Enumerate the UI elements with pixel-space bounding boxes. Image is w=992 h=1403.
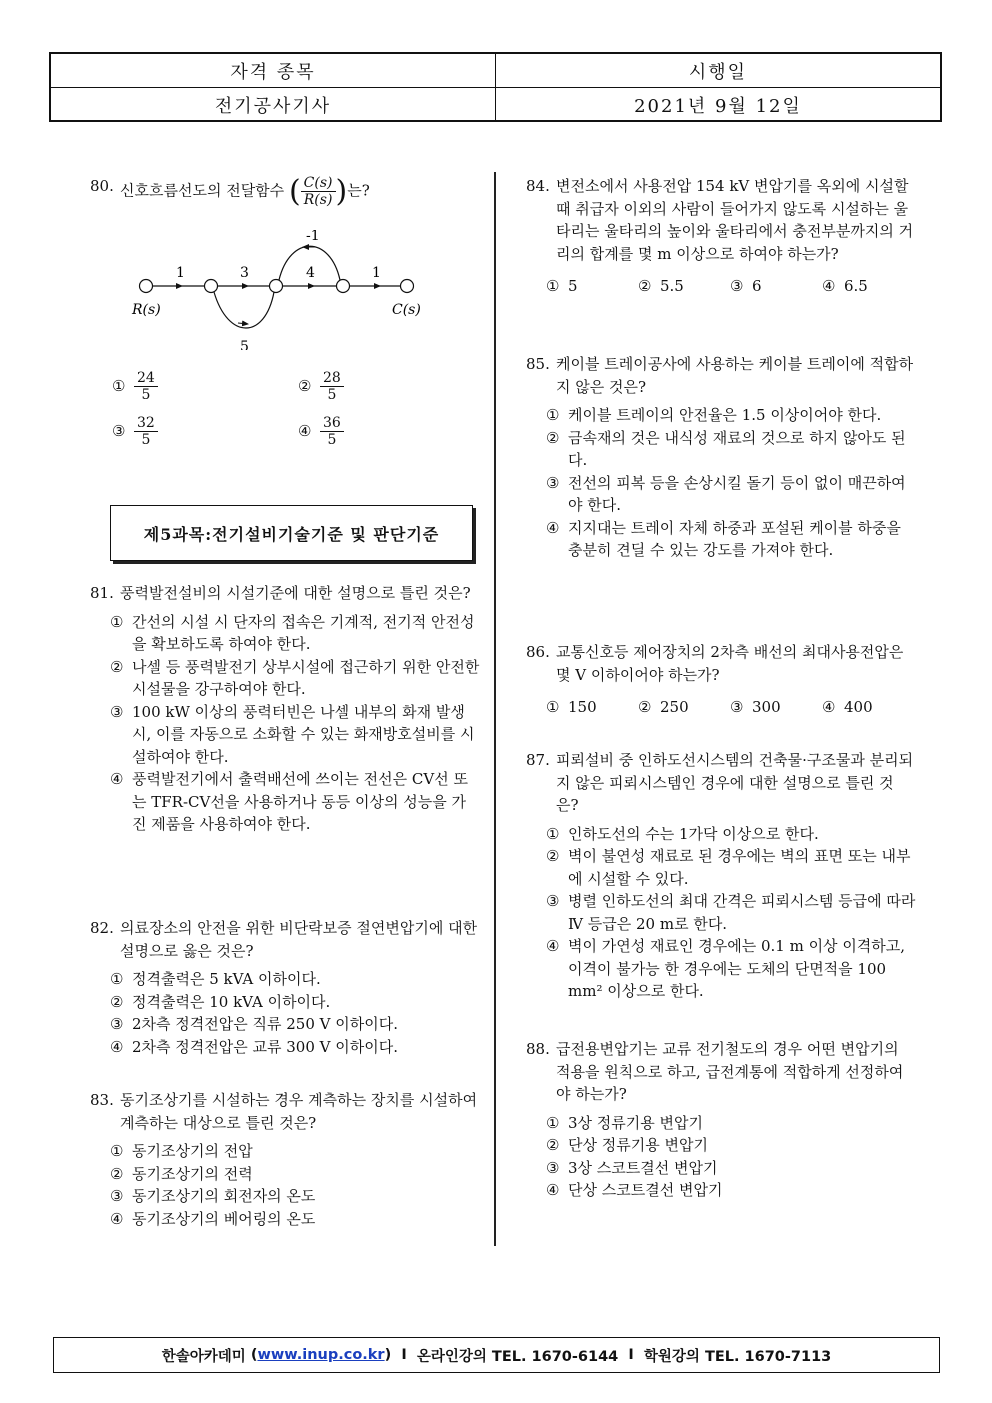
question-text: 급전용변압기는 교류 전기철도의 경우 어떤 변압기의 적용을 원칙으로 하고, 급전계통에 적합하게 선정하여야 하는가? [556, 1040, 904, 1103]
option-list [546, 404, 916, 562]
option[interactable] [822, 696, 914, 719]
question-86 [526, 641, 916, 719]
option-text: 250 [660, 698, 689, 716]
option-mark: ③ [110, 1187, 124, 1205]
option[interactable] [546, 696, 638, 719]
gain-label: 1 [372, 265, 381, 281]
question-text: 케이블 트레이공사에 사용하는 케이블 트레이에 적합하지 않은 것은? [556, 355, 914, 396]
option[interactable] [822, 275, 914, 298]
option-text: 300 [752, 698, 781, 716]
option-mark: ② [110, 657, 124, 676]
option[interactable] [110, 1036, 480, 1059]
option-mark: ③ [730, 277, 744, 295]
option-mark: ② [546, 1136, 560, 1154]
option-text: 3상 정류기용 변압기 [568, 1113, 704, 1132]
option-mark: ③ [112, 422, 126, 441]
option[interactable] [546, 823, 916, 846]
column-divider [494, 172, 496, 1246]
option-mark: ③ [546, 473, 560, 492]
question-number: 83. [90, 1091, 114, 1109]
transfer-function: ( $\frac{C(s)}{R(s)}$ ) [288, 173, 348, 209]
option-mark: ① [546, 824, 560, 843]
frac-numerator: C(s) [301, 175, 336, 192]
option[interactable] [546, 890, 916, 935]
option-text: 풍력발전기에서 출력배선에 쓰이는 전선은 CV선 또는 TFR-CV선을 사용하거나 동등 이상의 성능을 가진 제품을 사용하여야 한다. [132, 770, 468, 833]
option-denominator: 5 [141, 432, 151, 448]
footer: 한솔아카데미 ( www.inup.co.kr ) I 온라인강의 TEL. 1670-6144 I 학원강의 TEL. 1670-7113 [53, 1337, 940, 1373]
header-row-labels [51, 54, 940, 87]
option[interactable] [546, 935, 916, 1003]
footer-separator: I [401, 1347, 407, 1363]
gain-label: 4 [306, 265, 315, 281]
option-mark: ② [110, 1164, 124, 1183]
option-text: 5.5 [660, 277, 684, 295]
option[interactable] [298, 370, 344, 403]
header-qualification-value: 전기공사기사 [214, 95, 332, 117]
option-mark: ② [110, 992, 124, 1011]
option-text: 금속재의 것은 내식성 재료의 것으로 하지 않아도 된다. [568, 428, 906, 469]
option-numerator: 24 [134, 370, 158, 387]
option-text: 인하도선의 수는 1가닥 이상으로 한다. [568, 824, 819, 843]
option-text: 케이블 트레이의 안전율은 1.5 이상이어야 한다. [568, 406, 882, 424]
node-input [140, 280, 153, 293]
question-84 [526, 175, 916, 298]
option-text: 5 [568, 277, 578, 295]
header-date-value: 2021년 9월 12일 [495, 88, 940, 121]
option-text: 정격출력은 5 kVA 이하이다. [132, 970, 321, 988]
option[interactable] [730, 275, 822, 298]
question-87 [526, 749, 916, 1003]
option-mark: ④ [546, 1181, 560, 1199]
option-mark: ① [110, 612, 124, 631]
option-text: 벽이 불연성 재료로 된 경우에는 벽의 표면 또는 내부에 시설할 수 있다. [568, 847, 911, 888]
option-text: 벽이 가연성 재료인 경우에는 0.1 m 이상 이격하고, 이격이 불가능 한 경우에는 도체의 단면적을 100 mm² 이상으로 한다. [568, 937, 906, 1000]
option[interactable] [638, 275, 730, 298]
option[interactable] [110, 991, 480, 1014]
question-number: 87. [526, 751, 550, 769]
option[interactable] [546, 427, 916, 472]
option-list [546, 696, 916, 719]
option[interactable] [110, 1185, 480, 1208]
node-output [401, 280, 414, 293]
option[interactable] [110, 1013, 480, 1036]
question-text [120, 175, 480, 208]
header-qualification-label: 자격 종목 [230, 61, 316, 83]
option-numerator: 36 [320, 415, 344, 432]
option-mark: ③ [546, 1158, 560, 1177]
option-text: 동기조상기의 전력 [132, 1164, 253, 1183]
question-number: 81. [90, 584, 114, 602]
option-text: 지지대는 트레이 자체 하중과 포설된 케이블 하중을 충분히 견딜 수 있는 강도를 가져야 한다. [568, 518, 901, 559]
option-numerator: 32 [134, 415, 158, 432]
option-text: 2차측 정격전압은 교류 300 V 이하이다. [132, 1037, 398, 1056]
gain-label: 5 [240, 339, 249, 350]
option-text: 100 kW 이상의 풍력터빈은 나셀 내부의 화재 발생 시, 이를 자동으로 소화할 수 있는 화재방호설비를 시설하여야 한다. [132, 702, 475, 766]
option-text: 6.5 [844, 277, 868, 295]
question-number: 88. [526, 1040, 550, 1058]
footer-academy: 한솔아카데미 [161, 1348, 246, 1365]
option[interactable] [298, 415, 344, 448]
question-80 [90, 175, 480, 208]
footer-online-tel: 온라인강의 TEL. 1670-6144 [416, 1348, 619, 1365]
footer-offline-tel: 학원강의 TEL. 1670-7113 [643, 1348, 832, 1365]
option-mark: ① [546, 277, 560, 295]
option[interactable] [546, 845, 916, 890]
option[interactable] [546, 472, 916, 517]
option-mark: ① [110, 1142, 124, 1160]
option-text: 단상 스코트결선 변압기 [568, 1181, 723, 1199]
option-mark: ② [638, 277, 652, 295]
option-list [546, 1112, 916, 1202]
option[interactable] [546, 404, 916, 427]
question-text: 피뢰설비 중 인하도선시스템의 건축물·구조물과 분리되지 않은 피뢰시스템인 경우에 대한 설명으로 틀린 것은? [556, 751, 914, 814]
question-number: 86. [526, 643, 550, 661]
question-88 [526, 1038, 916, 1202]
question-81 [90, 582, 480, 836]
question-number: 84. [526, 177, 550, 195]
option-list [546, 823, 916, 1003]
option[interactable] [110, 1140, 480, 1163]
input-label: R(s) [132, 302, 161, 318]
option[interactable] [110, 1163, 480, 1186]
question-text-after: 는? [347, 181, 370, 200]
option[interactable] [546, 517, 916, 562]
option-mark: ① [546, 698, 560, 716]
question-number: 80. [90, 177, 114, 195]
option-text: 나셀 등 풍력발전기 상부시설에 접근하기 위한 안전한 시설물을 강구하여야 한다. [132, 657, 480, 698]
question-83 [90, 1089, 480, 1230]
option-mark: ③ [730, 698, 744, 716]
branch-5-arrow [238, 323, 248, 324]
option-mark: ② [546, 847, 560, 865]
option-text: 간선의 시설 시 단자의 접속은 기계적, 전기적 안전성을 확보하도록 하여야 한다. [132, 612, 475, 653]
frac-denominator: R(s) [303, 192, 333, 208]
option-list [110, 611, 480, 836]
option-denominator: 5 [327, 387, 337, 403]
question-text-before: 신호흐름선도의 전달함수 [120, 181, 285, 200]
option-denominator: 5 [141, 387, 151, 403]
option[interactable] [112, 415, 298, 448]
question-number: 85. [526, 355, 550, 373]
option-mark: ③ [110, 1015, 124, 1033]
option-text: 6 [752, 277, 762, 295]
option-text: 정격출력은 10 kVA 이하이다. [132, 992, 331, 1011]
footer-url-link[interactable]: www.inup.co.kr [257, 1347, 385, 1363]
option-mark: ① [546, 406, 560, 424]
option-mark: ① [110, 970, 124, 988]
header-table [49, 52, 942, 122]
option-text: 3상 스코트결선 변압기 [568, 1158, 718, 1177]
option-text: 동기조상기의 회전자의 온도 [132, 1187, 316, 1205]
option[interactable] [110, 656, 480, 701]
question-text: 풍력발전설비의 시설기준에 대한 설명으로 틀린 것은? [120, 584, 471, 602]
option-text: 400 [844, 698, 873, 716]
option-mark: ② [638, 698, 652, 716]
header-row-values [51, 87, 940, 121]
gain-label: 3 [240, 265, 249, 281]
header-date-label: 시행일 [495, 54, 940, 87]
option-mark: ④ [110, 1037, 124, 1056]
option-mark: ② [546, 428, 560, 447]
question-82 [90, 917, 480, 1058]
option[interactable] [546, 275, 638, 298]
option-denominator: 5 [327, 432, 337, 448]
subject-title-box: 제5과목:전기설비기술기준 및 판단기준 [110, 505, 473, 561]
option-mark: ① [112, 377, 126, 396]
node-3 [270, 280, 283, 293]
output-label: C(s) [392, 302, 421, 318]
option-text: 병렬 인하도선의 최대 간격은 피뢰시스템 등급에 따라 Ⅳ 등급은 20 m로 한다. [568, 892, 916, 933]
option[interactable] [546, 1157, 916, 1180]
option-mark: ② [298, 377, 312, 396]
option[interactable] [730, 696, 822, 719]
option[interactable] [112, 370, 298, 403]
option-list [546, 275, 916, 298]
option-mark: ④ [298, 422, 312, 441]
q80-options [112, 370, 472, 448]
option[interactable] [546, 1112, 916, 1135]
option-mark: ④ [546, 518, 560, 537]
option-text: 전선의 피복 등을 손상시킬 돌기 등이 없이 매끈하여야 한다. [568, 473, 906, 514]
question-text: 의료장소의 안전을 위한 비단락보증 절연변압기에 대한 설명으로 옳은 것은? [120, 919, 478, 960]
option-list [110, 968, 480, 1058]
option-mark: ④ [110, 1209, 124, 1228]
option[interactable] [110, 611, 480, 656]
option-mark: ④ [110, 770, 124, 788]
question-text: 변전소에서 사용전압 154 kV 변압기를 옥외에 시설할 때 취급자 이외의 사람이 들어가지 않도록 시설하는 울타리는 울타리의 높이와 울타리에서 충전부분까지의 거리의 합계를 몇 m 이상으로 하여야 하는가? [556, 177, 914, 263]
question-text: 동기조상기를 시설하는 경우 계측하는 장치를 시설하여 계측하는 대상으로 틀린 것은? [120, 1091, 478, 1132]
node-2 [205, 280, 218, 293]
branch-5 [214, 292, 274, 328]
question-text: 교통신호등 제어장치의 2차측 배선의 최대사용전압은 몇 V 이하이어야 하는가? [556, 643, 904, 684]
option-numerator: 28 [320, 370, 344, 387]
question-85 [526, 353, 916, 562]
option[interactable] [546, 1134, 916, 1157]
option-mark: ④ [546, 937, 560, 955]
option-text: 단상 정류기용 변압기 [568, 1136, 708, 1154]
question-number: 82. [90, 919, 114, 937]
option[interactable] [110, 1208, 480, 1231]
option-text: 150 [568, 698, 597, 716]
option-text: 동기조상기의 베어링의 온도 [132, 1209, 316, 1228]
option-mark: ④ [822, 698, 836, 716]
option-mark: ④ [822, 277, 836, 295]
option[interactable] [110, 968, 480, 991]
option[interactable] [638, 696, 730, 719]
option-mark: ③ [546, 892, 560, 910]
signal-flow-graph [130, 230, 450, 350]
option-mark: ① [546, 1113, 560, 1132]
option-text: 동기조상기의 전압 [132, 1142, 253, 1160]
option[interactable] [110, 768, 480, 836]
option-list [110, 1140, 480, 1230]
footer-separator: I [628, 1347, 634, 1363]
option-text: 2차측 정격전압은 직류 250 V 이하이다. [132, 1015, 398, 1033]
option-mark: ③ [110, 702, 124, 721]
option[interactable] [546, 1179, 916, 1202]
option[interactable] [110, 701, 480, 769]
node-4 [337, 280, 350, 293]
gain-label: 1 [176, 265, 185, 281]
gain-label: -1 [306, 230, 320, 244]
